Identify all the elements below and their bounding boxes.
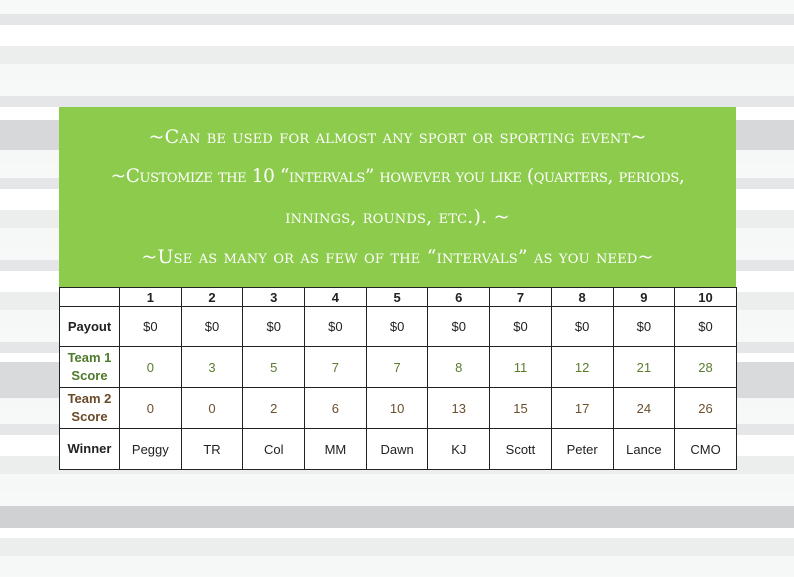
team2-score-cell: 0	[120, 388, 182, 429]
team1-label	[60, 347, 120, 388]
payout-cell: $0	[613, 307, 675, 347]
squares-card	[59, 107, 736, 470]
team1-label-name: Team 1	[67, 350, 112, 365]
payout-cell: $0	[305, 307, 367, 347]
header-row	[60, 288, 737, 307]
interval-header: 2	[181, 288, 243, 307]
team1-score-cell: 28	[675, 347, 737, 388]
banner-line-1: ~Can be used for almost any sport or sporting event~	[148, 126, 647, 148]
team2-score-cell: 17	[551, 388, 613, 429]
payout-label: Payout	[60, 307, 120, 347]
payout-cell: $0	[551, 307, 613, 347]
team1-score-cell: 7	[366, 347, 428, 388]
winner-cell: Peggy	[120, 429, 182, 470]
team2-score-cell: 2	[243, 388, 305, 429]
team2-label	[60, 388, 120, 429]
score-table	[59, 287, 737, 470]
winner-cell: Dawn	[366, 429, 428, 470]
winner-cell: MM	[305, 429, 367, 470]
team2-score-row	[60, 388, 737, 429]
team1-score-cell: 8	[428, 347, 490, 388]
team1-score-row	[60, 347, 737, 388]
interval-header: 8	[551, 288, 613, 307]
winner-cell: Scott	[490, 429, 552, 470]
team1-score-cell: 7	[305, 347, 367, 388]
payout-cell: $0	[243, 307, 305, 347]
corner-cell	[60, 288, 120, 307]
team2-score-cell: 0	[181, 388, 243, 429]
team2-score-cell: 13	[428, 388, 490, 429]
interval-header: 1	[120, 288, 182, 307]
team1-score-cell: 12	[551, 347, 613, 388]
team1-label-score: Score	[71, 368, 108, 383]
interval-header: 4	[305, 288, 367, 307]
team2-score-cell: 10	[366, 388, 428, 429]
winner-cell: Col	[243, 429, 305, 470]
team2-label-name: Team 2	[67, 391, 112, 406]
interval-header: 9	[613, 288, 675, 307]
team2-score-cell: 24	[613, 388, 675, 429]
team2-label-score: Score	[71, 409, 108, 424]
winner-cell: CMO	[675, 429, 737, 470]
interval-header: 5	[366, 288, 428, 307]
background-stripe	[0, 506, 794, 528]
banner-line-3: innings, rounds, etc.). ~	[285, 206, 510, 228]
team2-score-cell: 26	[675, 388, 737, 429]
interval-header: 7	[490, 288, 552, 307]
banner-line-4: ~Use as many or as few of the “intervals” as you need~	[141, 246, 654, 268]
payout-cell: $0	[120, 307, 182, 347]
payout-cell: $0	[675, 307, 737, 347]
team1-score-cell: 3	[181, 347, 243, 388]
interval-header: 3	[243, 288, 305, 307]
payout-cell: $0	[490, 307, 552, 347]
team1-score-cell: 5	[243, 347, 305, 388]
interval-header: 10	[675, 288, 737, 307]
winner-cell: Peter	[551, 429, 613, 470]
team2-score-cell: 15	[490, 388, 552, 429]
winner-label: Winner	[60, 429, 120, 470]
team2-score-cell: 6	[305, 388, 367, 429]
winner-cell: KJ	[428, 429, 490, 470]
payout-row	[60, 307, 737, 347]
payout-cell: $0	[181, 307, 243, 347]
team1-score-cell: 0	[120, 347, 182, 388]
team1-score-cell: 21	[613, 347, 675, 388]
instructions-banner	[59, 107, 736, 287]
winner-cell: Lance	[613, 429, 675, 470]
team1-score-cell: 11	[490, 347, 552, 388]
winner-row	[60, 429, 737, 470]
interval-header: 6	[428, 288, 490, 307]
payout-cell: $0	[366, 307, 428, 347]
winner-cell: TR	[181, 429, 243, 470]
banner-line-2: ~Customize the 10 “intervals” however you like (quarters, periods,	[110, 166, 685, 187]
payout-cell: $0	[428, 307, 490, 347]
